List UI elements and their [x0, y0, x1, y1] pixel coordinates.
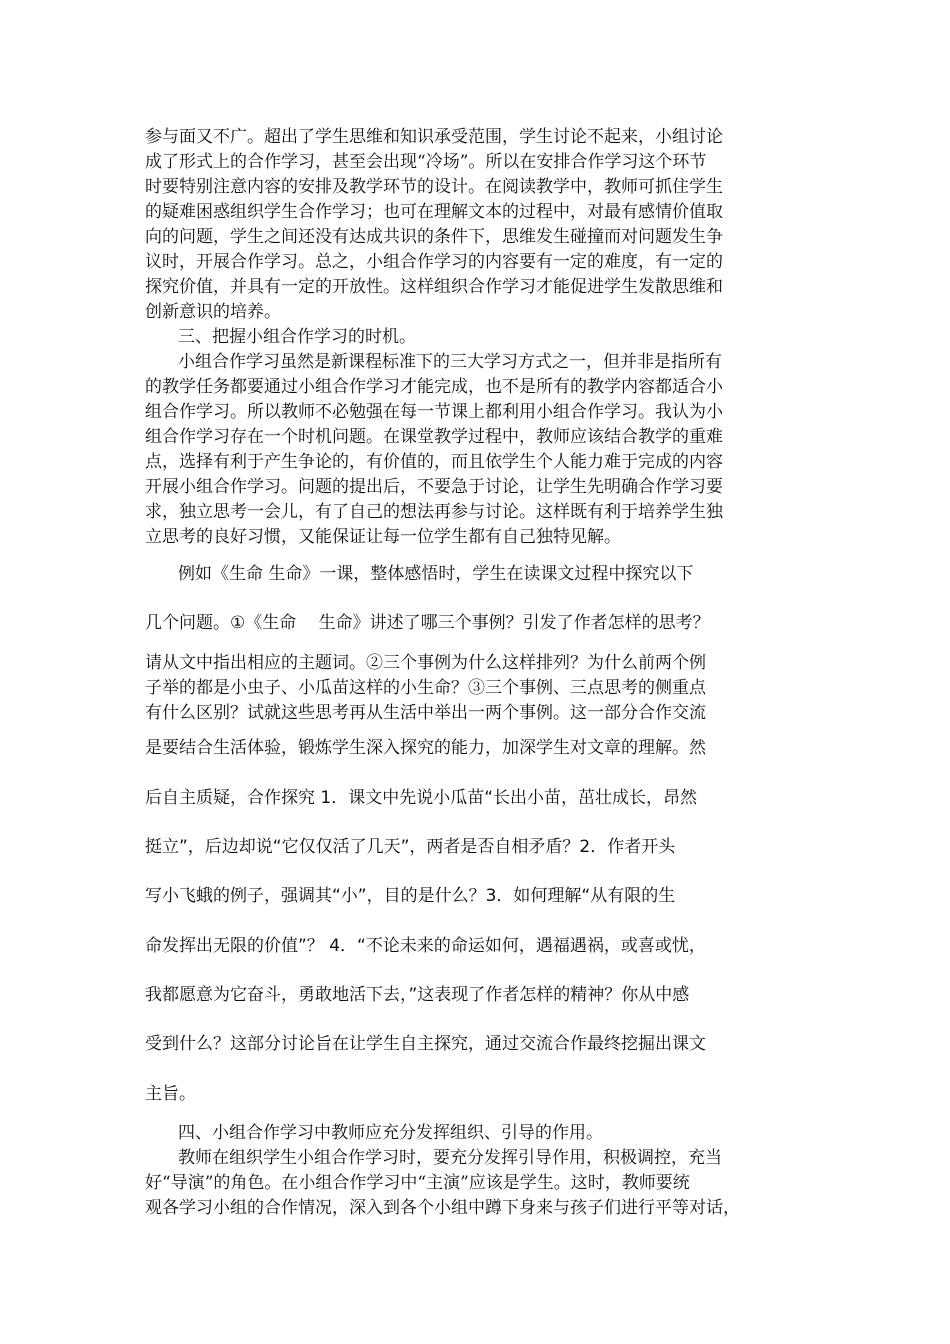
- paragraph-line: 受到什么？这部分讨论旨在让学生自主探究，通过交流合作最终挖掘出课文: [145, 1034, 706, 1054]
- paragraph-line: 写小飞蛾的例子，强调其“小”，目的是什么？3．如何理解“从有限的生: [145, 886, 676, 906]
- paragraph-line: 后自主质疑，合作探究 1．课文中先说小瓜苗“长出小苗，茁壮成长，昂然: [145, 788, 698, 808]
- paragraph-line: 点，选择有利于产生争论的，有价值的，而且依学生个人能力难于完成的内容: [145, 452, 723, 472]
- paragraph-line: 组合作学习。所以教师不必勉强在每一节课上都利用小组合作学习。我认为小: [145, 402, 723, 422]
- section-heading: 四、小组合作学习中教师应充分发挥组织、引导的作用。: [178, 1123, 603, 1143]
- paragraph-line: 我都愿意为它奋斗，勇敢地活下去，”这表现了作者怎样的精神？你从中感: [145, 985, 690, 1005]
- paragraph-line: 命发挥出无限的价值”？ 4．“不论未来的命运如何，遇福遇祸，或喜或忧，: [145, 936, 706, 956]
- paragraph-line: 挺立”，后边却说“它仅仅活了几天”，两者是否自相矛盾？2．作者开头: [145, 837, 676, 857]
- paragraph-line: 时要特别注意内容的安排及教学环节的设计。在阅读教学中，教师可抓住学生: [145, 177, 723, 197]
- paragraph-line: 小组合作学习虽然是新课程标准下的三大学习方式之一，但并非是指所有: [178, 352, 722, 372]
- paragraph-line: 主旨。: [145, 1084, 196, 1104]
- paragraph-line: 探究价值，并具有一定的开放性。这样组织合作学习才能促进学生发散思维和: [145, 277, 723, 297]
- paragraph-line: 的教学任务都要通过小组合作学习才能完成，也不是所有的教学内容都适合小: [145, 377, 723, 397]
- paragraph-line: 求，独立思考一会儿，有了自己的想法再参与讨论。这样既有利于培养学生独: [145, 502, 723, 522]
- paragraph-line: 参与面又不广。超出了学生思维和知识承受范围，学生讨论不起来，小组讨论: [145, 127, 723, 147]
- paragraph-line: 子举的都是小虫子、小瓜苗这样的小生命？③三个事例、三点思考的侧重点: [145, 678, 706, 698]
- paragraph-line: 的疑难困惑组织学生合作学习；也可在理解文本的过程中，对最有感情价值取: [145, 202, 723, 222]
- paragraph-line: 有什么区别？试就这些思考再从生活中举出一两个事例。这一部分合作交流: [145, 703, 706, 723]
- paragraph-line: 观各学习小组的合作情况，深入到各个小组中蹲下身来与孩子们进行平等对话，: [145, 1198, 740, 1218]
- paragraph-line: 例如《生命 生命》一课，整体感悟时，学生在读课文过程中探究以下: [178, 564, 694, 584]
- paragraph-line: 成了形式上的合作学习，甚至会出现“冷场”。所以在安排合作学习这个环节: [145, 152, 707, 172]
- paragraph-line: 好“导演”的角色。在小组合作学习中“主演”应该是学生。这时，教师要统: [145, 1173, 690, 1193]
- paragraph-line: 议时，开展合作学习。总之，小组合作学习的内容要有一定的难度，有一定的: [145, 252, 723, 272]
- paragraph-line: 组合作学习存在一个时机问题。在课堂教学过程中，教师应该结合教学的重难: [145, 427, 723, 447]
- paragraph-line: 是要结合生活体验，锻炼学生深入探究的能力，加深学生对文章的理解。然: [145, 738, 706, 758]
- section-heading: 三、把握小组合作学习的时机。: [178, 327, 416, 347]
- paragraph-line: 立思考的良好习惯，又能保证让每一位学生都有自己独特见解。: [145, 527, 621, 547]
- paragraph-line: 创新意识的培养。: [145, 302, 281, 322]
- paragraph-line: 教师在组织学生小组合作学习时，要充分发挥引导作用，积极调控，充当: [178, 1148, 722, 1168]
- paragraph-line: 向的问题，学生之间还没有达成共识的条件下，思维发生碰撞而对问题发生争: [145, 227, 723, 247]
- paragraph-line: 请从文中指出相应的主题词。②三个事例为什么这样排列？为什么前两个例: [145, 653, 706, 673]
- paragraph-line: 开展小组合作学习。问题的提出后，不要急于讨论，让学生先明确合作学习要: [145, 477, 723, 497]
- paragraph-line: 几个问题。①《生命 生命》讲述了哪三个事例？引发了作者怎样的思考？: [145, 613, 710, 633]
